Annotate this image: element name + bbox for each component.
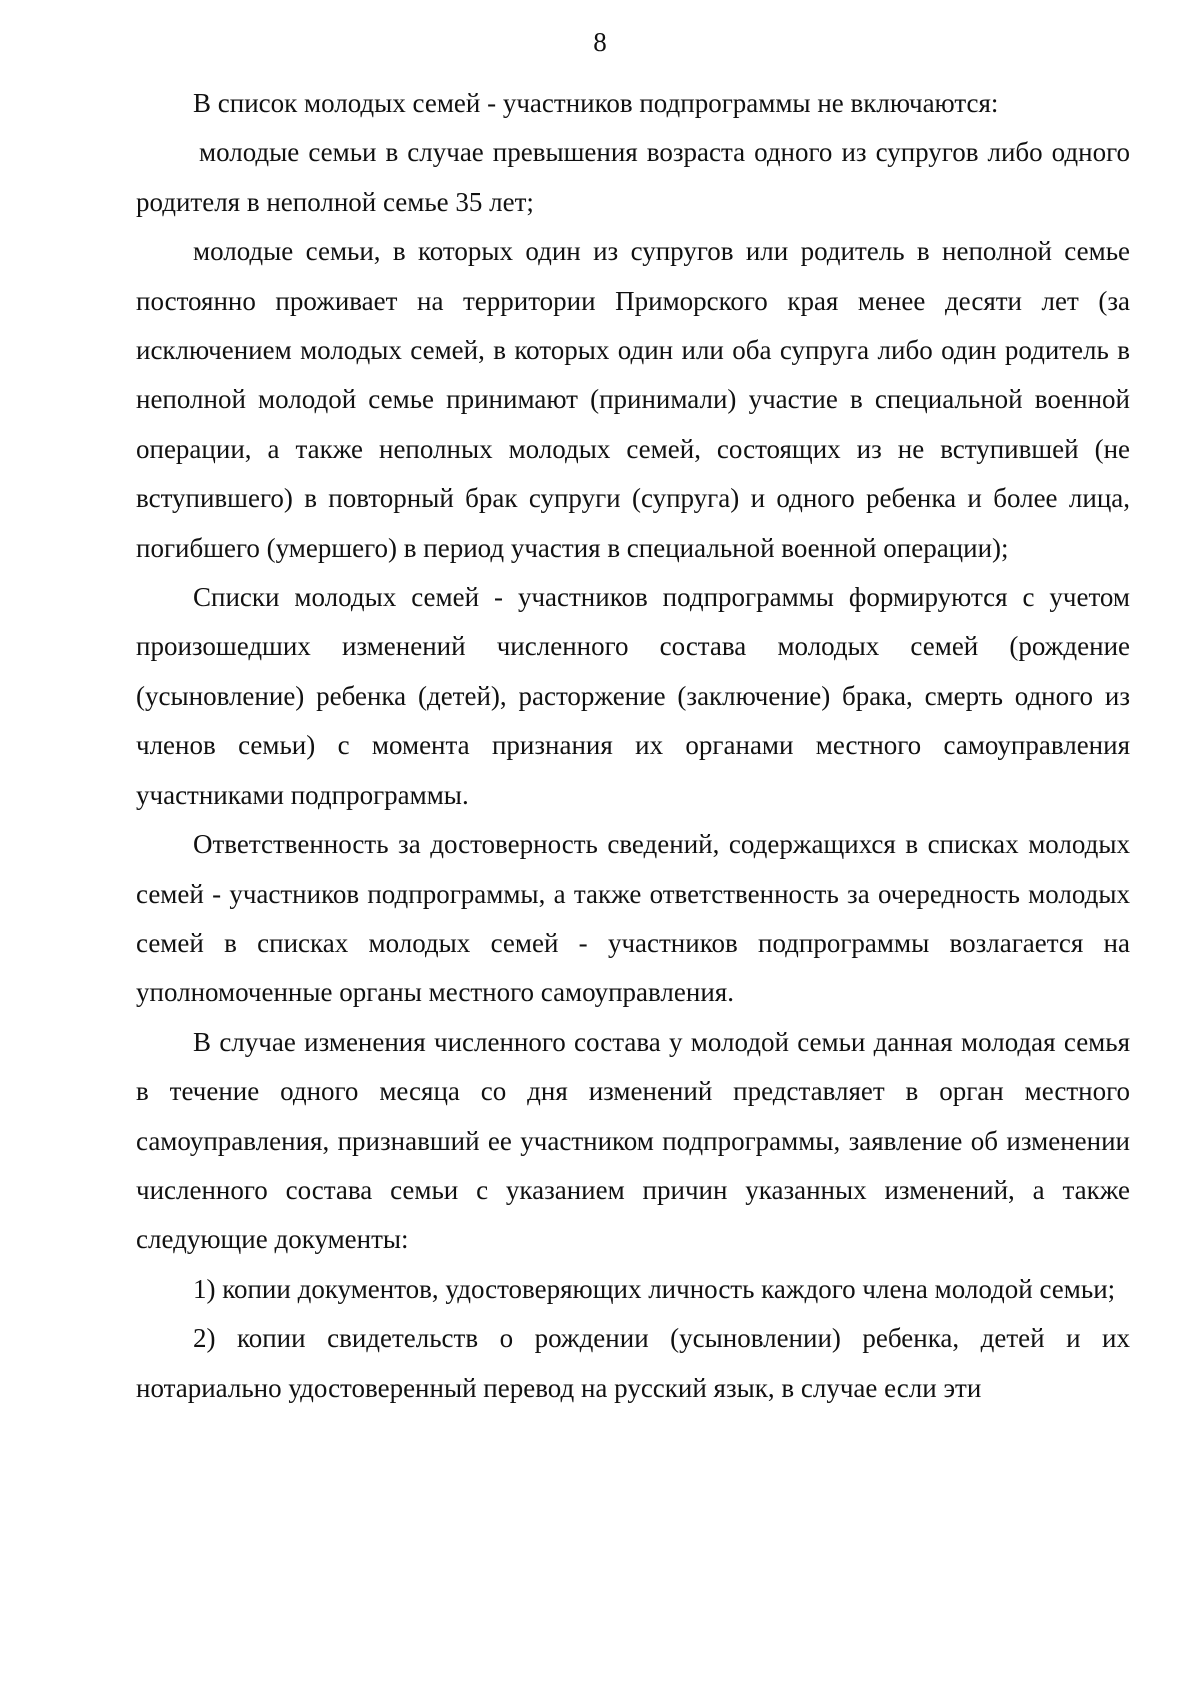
paragraph-responsibility: Ответственность за достоверность сведений, содержащихся в списках молодых семей - участников подпрограммы, а также ответственность за очередность молодых семей в списках молодых семей - участников подпрограммы возлагается на уполномоченные органы местного самоуправления.	[136, 829, 1130, 1008]
document-body	[136, 79, 1130, 1413]
page-number: 8	[593, 27, 607, 57]
paragraph-exclusions-intro: В список молодых семей - участников подпрограммы не включаются:	[193, 88, 999, 118]
paragraph-age-limit: молодые семьи в случае превышения возраста одного из супругов либо одного родителя в неполной семье 35 лет;	[136, 137, 1130, 217]
paragraph-composition-change: В случае изменения численного состава у молодой семьи данная молодая семья в течение одного месяца со дня изменений представляет в орган местного самоуправления, признавший ее участником подпрограммы, заявление об изменении численного состава семьи с указанием причин указанных изменений, а также следующие документы:	[136, 1026, 1130, 1255]
list-item-birth-certificates: 2) копии свидетельств о рождении (усыновлении) ребенка, детей и их нотариально удостоверенный перевод на русский язык, в случае если эти	[136, 1323, 1130, 1403]
list-item-identity-documents: 1) копии документов, удостоверяющих личность каждого члена молодой семьи;	[193, 1273, 1116, 1304]
paragraph-list-formation: Списки молодых семей - участников подпрограммы формируются с учетом произошедших изменений численного состава молодых семей (рождение (усыновление) ребенка (детей), расторжение (заключение) брака, смерть одного из членов семьи) с момента признания их органами местного самоуправления участниками подпрограммы.	[136, 582, 1130, 810]
paragraph-residence-requirement: молодые семьи, в которых один из супругов или родитель в неполной семье постоянно проживает на территории Приморского края менее десяти лет (за исключением молодых семей, в которых один или оба супруга либо один родитель в неполной молодой семье принимают (принимали) участие в специальной военной операции, а также неполных молодых семей, состоящих из не вступившей (не вступившего) в повторный брак супруги (супруга) и одного ребенка и более лица, погибшего (умершего) в период участия в специальной военной операции);	[136, 236, 1130, 563]
